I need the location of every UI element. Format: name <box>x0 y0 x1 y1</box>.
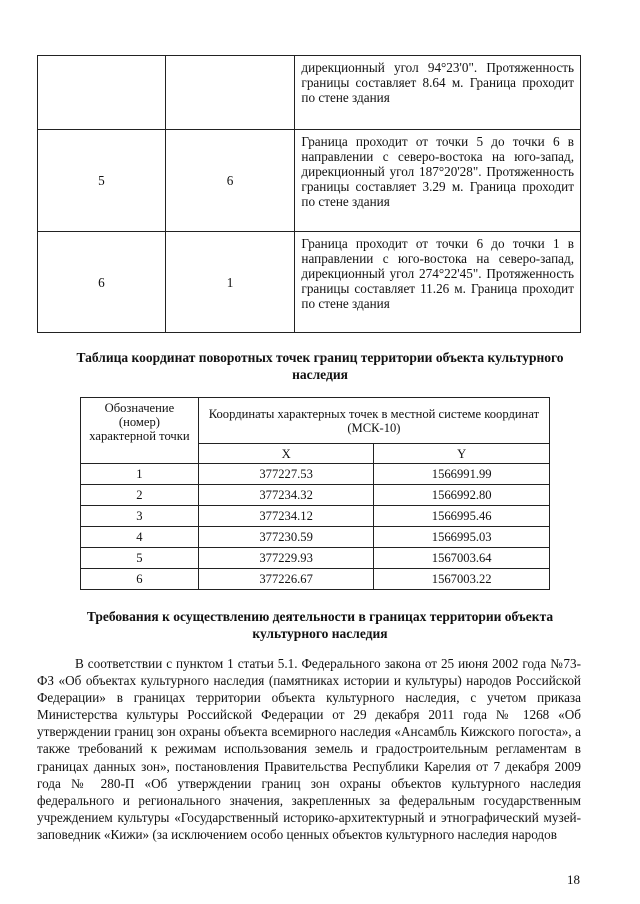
table-header-row <box>81 398 550 444</box>
to-point-cell <box>165 56 295 130</box>
y-coordinate-cell: 1567003.22 <box>374 569 550 590</box>
table-row <box>38 56 581 130</box>
from-point-cell <box>38 56 166 130</box>
to-point-cell: 1 <box>165 232 295 333</box>
boundary-description-cell: Граница проходит от точки 6 до точки 1 в направлении с юго-востока на северо-запад, дирекционный угол 274°22'45". Протяженность границы составляет 11.26 м. Граница проходит по стене здания <box>295 232 581 333</box>
table-row <box>38 232 581 333</box>
table-row <box>81 527 550 548</box>
from-point-cell: 6 <box>38 232 166 333</box>
point-number-cell: 4 <box>81 527 199 548</box>
x-coordinate-cell: 377227.53 <box>198 464 374 485</box>
boundary-description-table <box>37 55 581 333</box>
x-coordinate-cell: 377229.93 <box>198 548 374 569</box>
y-coordinate-cell: 1566995.03 <box>374 527 550 548</box>
table-row <box>81 548 550 569</box>
x-column-header: X <box>198 444 374 464</box>
y-coordinate-cell: 1566991.99 <box>374 464 550 485</box>
from-point-cell: 5 <box>38 130 166 232</box>
boundary-description-cell: дирекционный угол 94°23'0". Протяженность границы составляет 8.64 м. Граница проходит по стене здания <box>295 56 581 130</box>
point-number-cell: 2 <box>81 485 199 506</box>
y-coordinate-cell: 1566995.46 <box>374 506 550 527</box>
page-number: 18 <box>567 872 580 887</box>
table-row <box>81 569 550 590</box>
y-coordinate-cell: 1567003.64 <box>374 548 550 569</box>
table-row <box>81 485 550 506</box>
to-point-cell: 6 <box>165 130 295 232</box>
point-number-cell: 5 <box>81 548 199 569</box>
table-row <box>81 464 550 485</box>
y-column-header: Y <box>374 444 550 464</box>
table-row <box>81 506 550 527</box>
coordinates-table-title: Таблица координат поворотных точек границ территории объекта культурного наследия <box>76 350 564 382</box>
point-designation-header: Обозначение (номер) характерной точки <box>81 398 199 464</box>
point-number-cell: 1 <box>81 464 199 485</box>
x-coordinate-cell: 377234.32 <box>198 485 374 506</box>
requirements-body <box>37 655 581 843</box>
x-coordinate-cell: 377230.59 <box>198 527 374 548</box>
x-coordinate-cell: 377226.67 <box>198 569 374 590</box>
requirements-paragraph: В соответствии с пунктом 1 статьи 5.1. Федерального закона от 25 июня 2002 года №73-ФЗ «Об объектах культурного наследия (памятниках истории и культуры) народов Российской Федерации» в границах территории объекта культурного наследия, с учетом приказа Министерства культуры Российской Федерации от 29 декабря 2011 года № 1268 «Об утверждении границ зон охраны объекта всемирного наследия «Ансамбль Кижского погоста», а также требований к режимам использования земель и градостроительным регламентам в границах данных зон», постановления Правительства Республики Карелия от 7 декабря 2009 года № 280-П «Об утверждении границ зон охраны объектов культурного наследия федерального и регионального значения, закрепленных за федеральным государственным учреждением культуры «Государственный историко-архитектурный и этнографический музей-заповедник «Кижи» (за исключением особо ценных объектов культурного наследия народов <box>37 656 581 842</box>
table-row <box>38 130 581 232</box>
boundary-description-cell: Граница проходит от точки 5 до точки 6 в направлении с северо-востока на юго-запад, дирекционный угол 187°20'28". Протяженность границы составляет 3.29 м. Граница проходит по стене здания <box>295 130 581 232</box>
x-coordinate-cell: 377234.12 <box>198 506 374 527</box>
requirements-title: Требования к осуществлению деятельности в границах территории объекта культурного наследия <box>86 609 554 641</box>
point-number-cell: 6 <box>81 569 199 590</box>
coordinates-table <box>80 397 550 590</box>
point-number-cell: 3 <box>81 506 199 527</box>
y-coordinate-cell: 1566992.80 <box>374 485 550 506</box>
coordinates-header: Координаты характерных точек в местной системе координат (МСК-10) <box>198 398 549 444</box>
